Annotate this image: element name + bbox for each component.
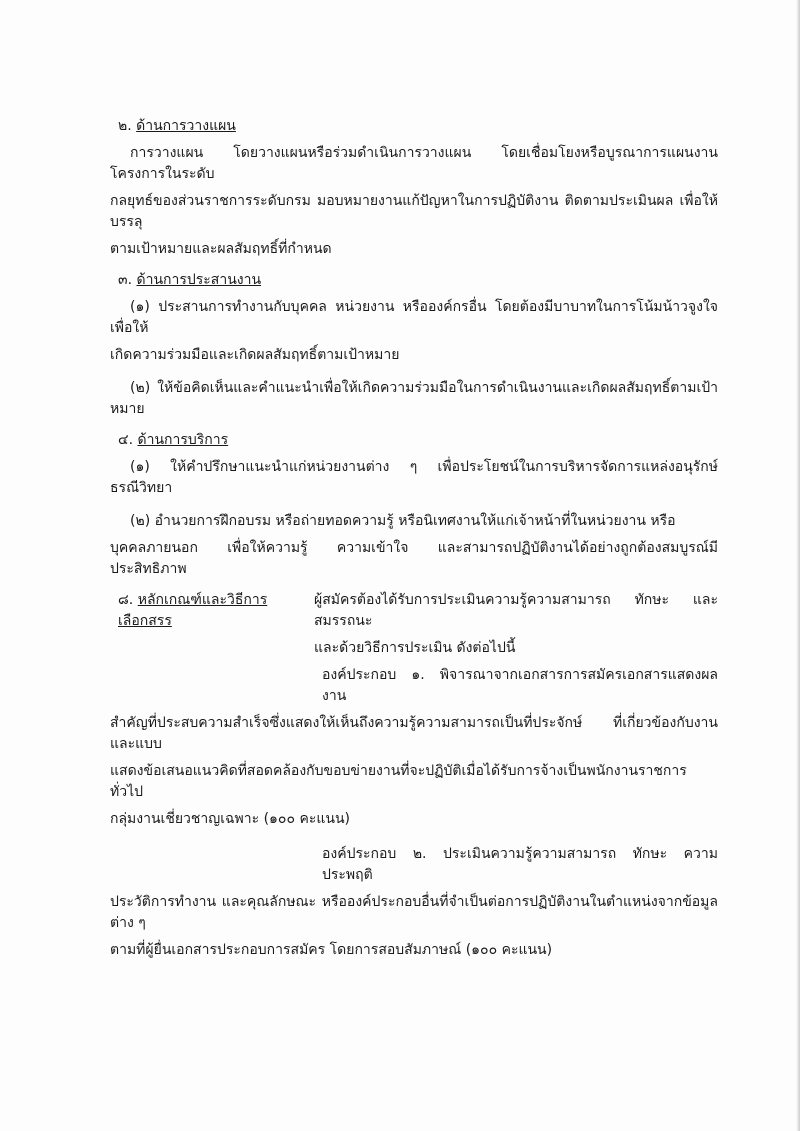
- section-number: ๔.: [118, 432, 134, 448]
- scan-edge-shadow: [796, 0, 800, 1131]
- paragraph-line: ประวัติการทำงาน และคุณลักษณะ หรือองค์ประกอบอื่นที่จำเป็นต่อการปฏิบัติงานในตำแหน่งจากข้อมูลต่าง ๆ: [110, 894, 718, 931]
- paragraph-line: (๒) อำนวยการฝึกอบรม หรือถ่ายทอดความรู้ หรือนิเทศงานให้แก่เจ้าหน้าที่ในหน่วยงาน หรือ: [130, 513, 676, 529]
- paragraph-line: แสดงข้อเสนอแนวคิดที่สอดคล้องกับขอบข่ายงานที่จะปฏิบัติเมื่อได้รับการจ้างเป็นพนักงานราชการทั่วไป: [110, 763, 687, 800]
- paragraph-line: ผู้สมัครต้องได้รับการประเมินความรู้ความสามารถ ทักษะ และสมรรถนะ: [314, 592, 718, 629]
- section-number: ๒.: [118, 118, 132, 134]
- section-4-heading: [110, 430, 718, 451]
- paragraph-line: กลยุทธ์ของส่วนราชการระดับกรม มอบหมายงานแก้ปัญหาในการปฏิบัติงาน ติดตามประเมินผล เพื่อให้บรรลุ: [110, 193, 718, 230]
- paragraph-line: (๒) ให้ข้อคิดเห็นและคำแนะนำเพื่อให้เกิดความร่วมมือในการดำเนินงานและเกิดผลสัมฤทธิ์ตามเป้าหมาย: [110, 380, 718, 417]
- paragraph-line: ตามเป้าหมายและผลสัมฤทธิ์ที่กำหนด: [110, 241, 332, 257]
- section-2-heading: [110, 116, 718, 137]
- paragraph-line: (๑) ให้คำปรึกษาแนะนำแก่หน่วยงานต่าง ๆ เพื่อประโยชน์ในการบริหารจัดการแหล่งอนุรักษ์ธรณีวิทยา: [110, 459, 718, 496]
- section-8-block: [110, 590, 718, 665]
- section-8-heading: [110, 590, 314, 632]
- paragraph-line: และด้วยวิธีการประเมิน ดังต่อไปนี้: [314, 640, 516, 656]
- section-8-intro: [314, 590, 718, 665]
- paragraph-line: เกิดความร่วมมือและเกิดผลสัมฤทธิ์ตามเป้าหมาย: [110, 347, 400, 363]
- section-title: ด้านการวางแผน: [136, 118, 236, 134]
- paragraph-line: กลุ่มงานเชี่ยวชาญเฉพาะ (๑๐๐ คะแนน): [110, 811, 350, 827]
- paragraph-line: องค์ประกอบ ๑. พิจารณาจากเอกสารการสมัครเอกสารแสดงผลงาน: [322, 667, 718, 704]
- paragraph-line: (๑) ประสานการทำงานกับบุคคล หน่วยงาน หรือองค์กรอื่น โดยต้องมีบาบาทในการโน้มน้าวจูงใจ เพื่อให้: [110, 299, 718, 336]
- section-3-heading: [110, 270, 718, 291]
- paragraph-line: องค์ประกอบ ๒. ประเมินความรู้ความสามารถ ทักษะ ความประพฤติ: [322, 846, 718, 883]
- section-title: ด้านการประสานงาน: [136, 272, 262, 288]
- section-title: ด้านการบริการ: [137, 432, 229, 448]
- section-number: ๓.: [118, 272, 133, 288]
- section-number: ๘.: [118, 592, 134, 608]
- paragraph-line: สำคัญที่ประสบความสำเร็จซึ่งแสดงให้เห็นถึงความรู้ความสามารถเป็นที่ประจักษ์ ที่เกี่ยวข้องกับงาน และแบบ: [110, 715, 718, 752]
- paragraph-line: ตามที่ผู้ยื่นเอกสารประกอบการสมัคร โดยการสอบสัมภาษณ์ (๑๐๐ คะแนน): [110, 942, 553, 958]
- paragraph-line: การวางแผน โดยวางแผนหรือร่วมดำเนินการวางแผน โดยเชื่อมโยงหรือบูรณาการแผนงานโครงการในระดับ: [110, 145, 718, 182]
- section-title: หลักเกณฑ์และวิธีการเลือกสรร: [118, 592, 268, 629]
- paragraph-line: บุคคลภายนอก เพื่อให้ความรู้ ความเข้าใจ และสามารถปฏิบัติงานได้อย่างถูกต้องสมบูรณ์มีประสิทธิภาพ: [110, 540, 718, 577]
